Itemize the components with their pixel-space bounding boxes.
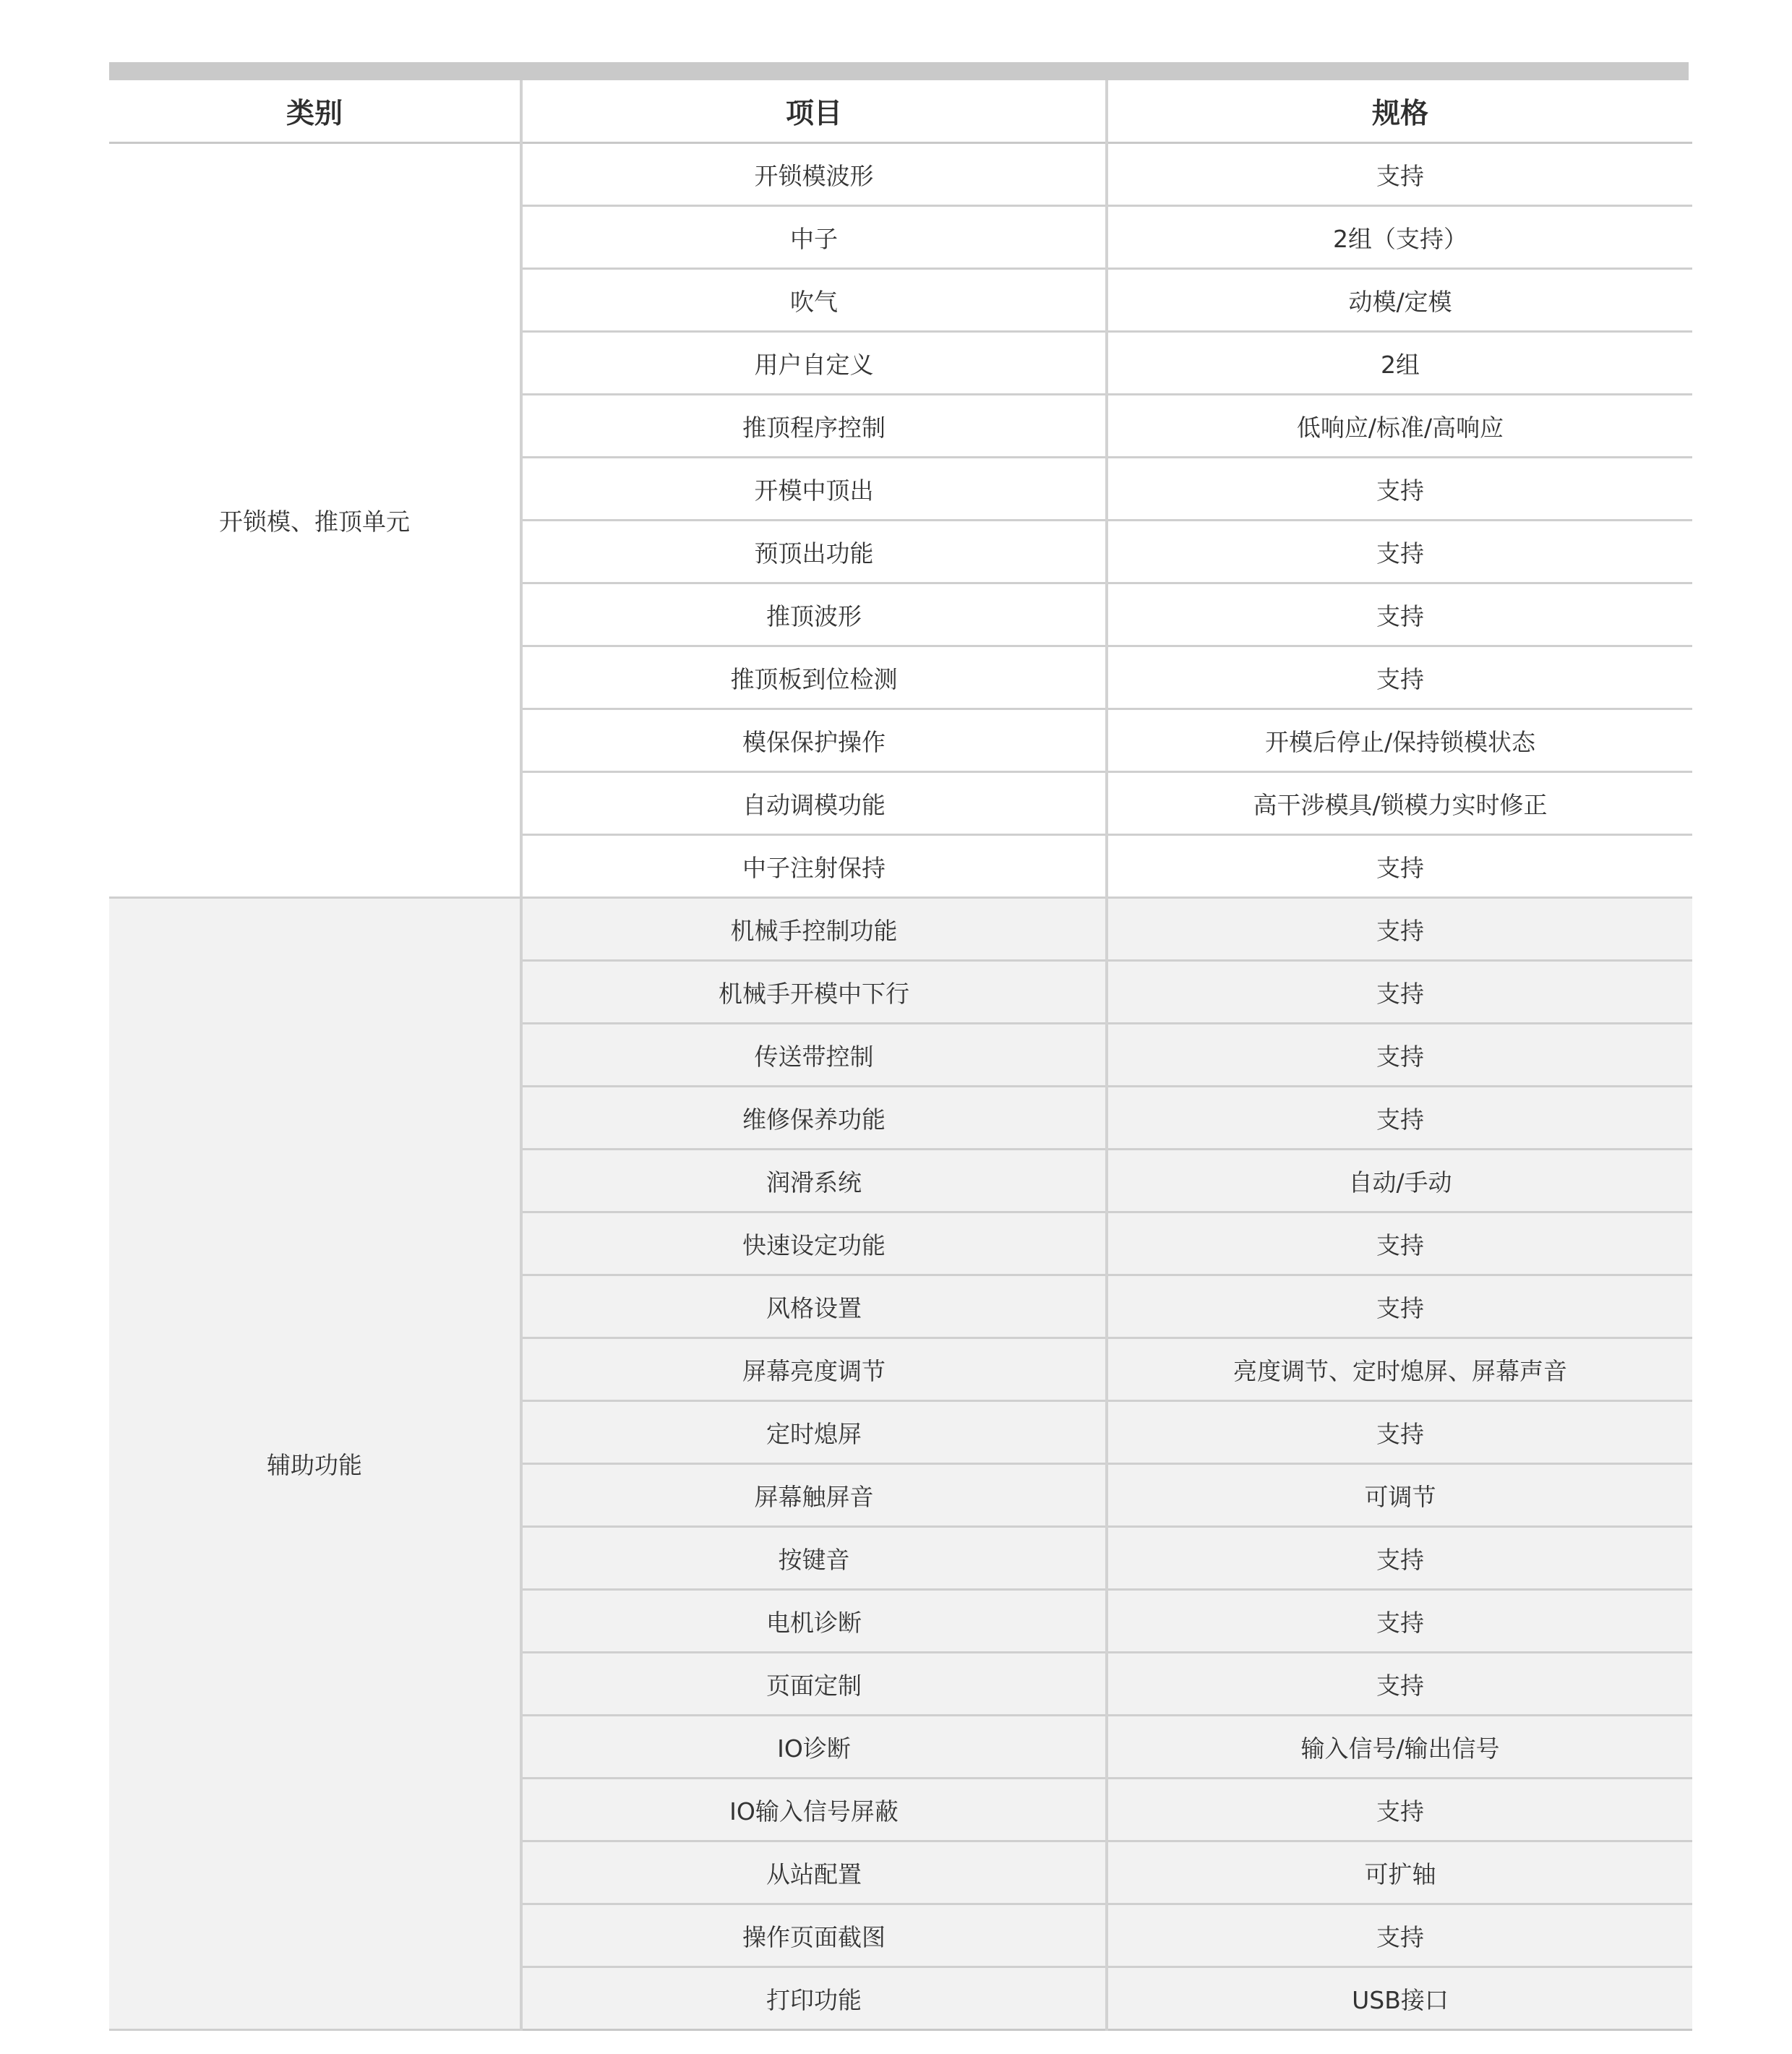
spec-cell: 亮度调节、定时熄屏、屏幕声音 — [1107, 1338, 1692, 1401]
spec-cell: 支持 — [1107, 1779, 1692, 1841]
spec-cell: 自动/手动 — [1107, 1150, 1692, 1212]
item-cell: 操作页面截图 — [521, 1904, 1107, 1967]
spec-cell: 支持 — [1107, 1024, 1692, 1087]
item-cell: IO输入信号屏蔽 — [521, 1779, 1107, 1841]
spec-cell: 支持 — [1107, 835, 1692, 898]
item-cell: 维修保养功能 — [521, 1087, 1107, 1150]
spec-cell: 支持 — [1107, 961, 1692, 1024]
spec-cell: 支持 — [1107, 646, 1692, 709]
spec-cell: 支持 — [1107, 1590, 1692, 1653]
spec-cell: USB接口 — [1107, 1967, 1692, 2030]
item-cell: 快速设定功能 — [521, 1212, 1107, 1275]
spec-cell: 可调节 — [1107, 1464, 1692, 1527]
item-cell: 风格设置 — [521, 1275, 1107, 1338]
item-cell: IO诊断 — [521, 1716, 1107, 1779]
item-cell: 润滑系统 — [521, 1150, 1107, 1212]
table-body — [109, 143, 1692, 2030]
item-cell: 打印功能 — [521, 1967, 1107, 2030]
header-item: 项目 — [521, 80, 1107, 143]
header-spec: 规格 — [1107, 80, 1692, 143]
spec-cell: 可扩轴 — [1107, 1841, 1692, 1904]
header-category: 类别 — [109, 80, 521, 143]
item-cell: 自动调模功能 — [521, 772, 1107, 835]
header-bar — [109, 62, 1689, 80]
item-cell: 按键音 — [521, 1527, 1107, 1590]
item-cell: 定时熄屏 — [521, 1401, 1107, 1464]
item-cell: 推顶板到位检测 — [521, 646, 1107, 709]
table-row — [109, 143, 1692, 206]
spec-cell: 支持 — [1107, 898, 1692, 961]
item-cell: 传送带控制 — [521, 1024, 1107, 1087]
spec-cell: 支持 — [1107, 1212, 1692, 1275]
spec-cell: 低响应/标准/高响应 — [1107, 395, 1692, 458]
category-cell: 辅助功能 — [109, 898, 521, 2030]
item-cell: 开锁模波形 — [521, 143, 1107, 206]
spec-cell: 支持 — [1107, 583, 1692, 646]
spec-cell: 支持 — [1107, 1527, 1692, 1590]
spec-cell: 支持 — [1107, 1087, 1692, 1150]
item-cell: 机械手开模中下行 — [521, 961, 1107, 1024]
item-cell: 开模中顶出 — [521, 458, 1107, 521]
table-row — [109, 898, 1692, 961]
item-cell: 模保保护操作 — [521, 709, 1107, 772]
item-cell: 预顶出功能 — [521, 521, 1107, 583]
spec-cell: 开模后停止/保持锁模状态 — [1107, 709, 1692, 772]
spec-cell: 高干涉模具/锁模力实时修正 — [1107, 772, 1692, 835]
table-header-row — [109, 80, 1692, 143]
category-cell: 开锁模、推顶单元 — [109, 143, 521, 898]
item-cell: 推顶程序控制 — [521, 395, 1107, 458]
spec-table — [109, 80, 1692, 2031]
spec-cell: 2组 — [1107, 332, 1692, 395]
item-cell: 机械手控制功能 — [521, 898, 1107, 961]
spec-cell: 支持 — [1107, 1653, 1692, 1716]
item-cell: 中子注射保持 — [521, 835, 1107, 898]
item-cell: 中子 — [521, 206, 1107, 269]
item-cell: 屏幕触屏音 — [521, 1464, 1107, 1527]
spec-cell: 支持 — [1107, 521, 1692, 583]
item-cell: 电机诊断 — [521, 1590, 1107, 1653]
item-cell: 从站配置 — [521, 1841, 1107, 1904]
item-cell: 屏幕亮度调节 — [521, 1338, 1107, 1401]
spec-cell: 支持 — [1107, 1401, 1692, 1464]
item-cell: 页面定制 — [521, 1653, 1107, 1716]
item-cell: 吹气 — [521, 269, 1107, 332]
spec-cell: 支持 — [1107, 1275, 1692, 1338]
spec-cell: 动模/定模 — [1107, 269, 1692, 332]
item-cell: 推顶波形 — [521, 583, 1107, 646]
spec-cell: 支持 — [1107, 1904, 1692, 1967]
spec-cell: 输入信号/输出信号 — [1107, 1716, 1692, 1779]
spec-cell: 支持 — [1107, 143, 1692, 206]
spec-cell: 支持 — [1107, 458, 1692, 521]
spec-cell: 2组（支持） — [1107, 206, 1692, 269]
item-cell: 用户自定义 — [521, 332, 1107, 395]
